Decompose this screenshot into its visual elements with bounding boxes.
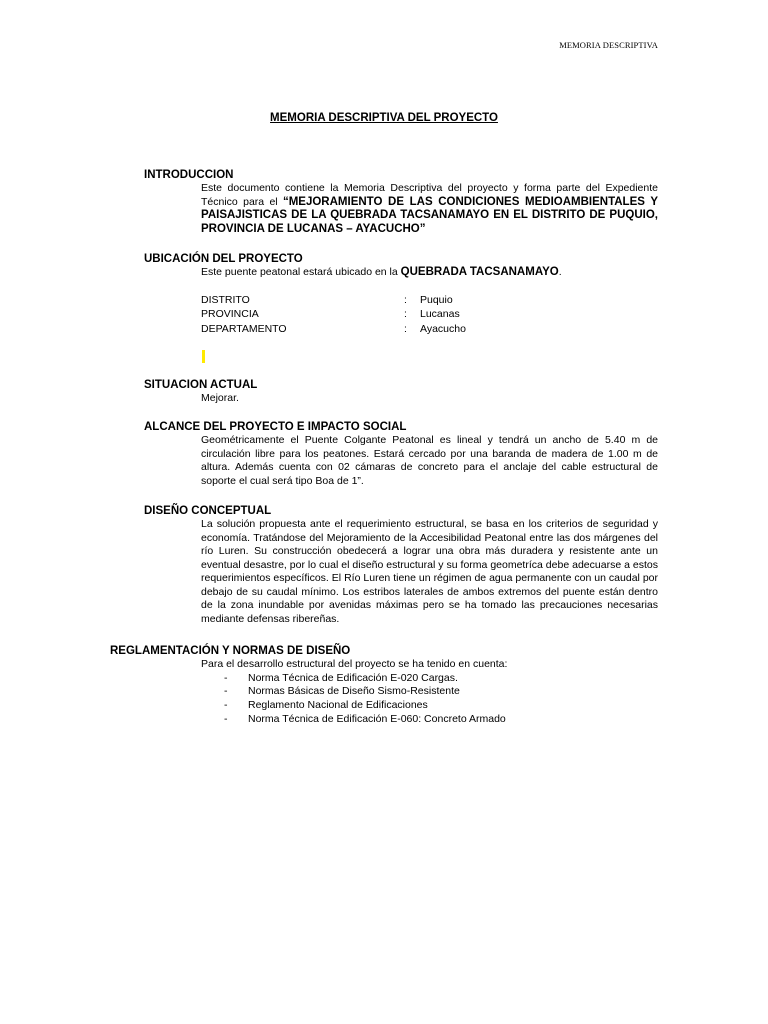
location-row [201,307,658,322]
location-table [201,293,658,337]
scope-section [144,420,658,488]
intro-section [144,168,658,236]
location-text: Este puente peatonal estará ubicado en la [201,266,401,278]
intro-heading: INTRODUCCION [144,169,234,181]
list-item [201,685,658,699]
location-place: QUEBRADA TACSANAMAYO [400,266,559,278]
location-key: DISTRITO [201,293,250,306]
location-key: PROVINCIA [201,308,259,320]
list-item [201,699,658,713]
location-row [201,322,658,337]
situation-heading: SITUACION ACTUAL [144,379,258,391]
intro-paragraph [201,182,658,236]
scope-text: Geométricamente el Puente Colgante Peatonal es lineal y tendrá un ancho de 5.40 m de circulación libre para los peatones. Estará cercado por una baranda de madera de 1.00 m de altura. Además cuenta con 02 cámaras de concreto para el anclaje del cable estructural de soporte el cual será tipo Boa de 1”. [201,434,658,487]
list-item-text: Norma Técnica de Edificación E-060: Concreto Armado [248,712,506,725]
location-paragraph [201,266,658,280]
location-value: Puquio [420,293,453,306]
highlight-mark [202,350,205,363]
bullet-dash: - [224,712,228,725]
location-value: Ayacucho [420,322,466,335]
list-item-text: Reglamento Nacional de Edificaciones [248,699,428,712]
location-row [201,293,658,308]
bullet-dash: - [224,699,228,712]
document-title: MEMORIA DESCRIPTIVA DEL PROYECTO [270,112,498,124]
intro-text: Este documento contiene la Memoria Descriptiva del proyecto y forma parte del Expediente Técnico para el [201,182,658,208]
design-section [144,504,658,626]
design-text: La solución propuesta ante el requerimiento estructural, se basa en los criterios de seguridad y economía. Tratándose del Mejoramiento de la Accesibilidad Peatonal entre las dos márgenes del río Luren. Su construcción obedecerá a lograr una obra más duradera y resistente ante un eventual desastre, por lo cual el diseño estructural y su forma geometríca debe adecuarse a estos requerimientos específicos. El Río Luren tiene un régimen de agua permanente con un caudal por debajo de su caudal mínimo. Los estribos laterales de ambos extremos del puente están dentro de la zona inundable por avenidas máximas pero se ha tomado las precauciones necesarias mediante defensas ribereñas. [201,518,658,625]
bullet-dash: - [224,685,228,698]
design-heading: DISEÑO CONCEPTUAL [144,505,272,517]
location-separator: : [404,322,407,335]
location-value: Lucanas [420,308,460,320]
regulations-list [201,672,658,727]
bullet-dash: - [224,671,228,684]
location-separator: : [404,308,407,320]
scope-heading: ALCANCE DEL PROYECTO E IMPACTO SOCIAL [144,421,407,433]
running-header: MEMORIA DESCRIPTIVA [559,40,658,50]
regulations-heading: REGLAMENTACIÓN Y NORMAS DE DISEÑO [110,645,351,657]
location-key: DEPARTAMENTO [201,322,287,335]
regulations-intro: Para el desarrollo estructural del proyecto se ha tenido en cuenta: [201,658,508,670]
regulations-section [110,644,658,727]
situation-section [144,378,658,406]
location-section [144,252,658,336]
list-item-text: Norma Técnica de Edificación E-020 Cargas. [248,671,458,684]
location-text-end: . [558,266,562,278]
location-separator: : [404,293,407,306]
situation-text: Mejorar. [201,392,239,404]
list-item [201,713,658,727]
project-name: “MEJORAMIENTO DE LAS CONDICIONES MEDIOAMBIENTALES Y PAISAJISTICAS DE LA QUEBRADA TACSANAMAYO EN EL DISTRITO DE PUQUIO, PROVINCIA DE LUCANAS – AYACUCHO” [201,195,658,235]
list-item-text: Normas Básicas de Diseño Sismo-Resistente [248,685,460,698]
list-item [201,672,658,686]
location-heading: UBICACIÓN DEL PROYECTO [144,253,303,265]
